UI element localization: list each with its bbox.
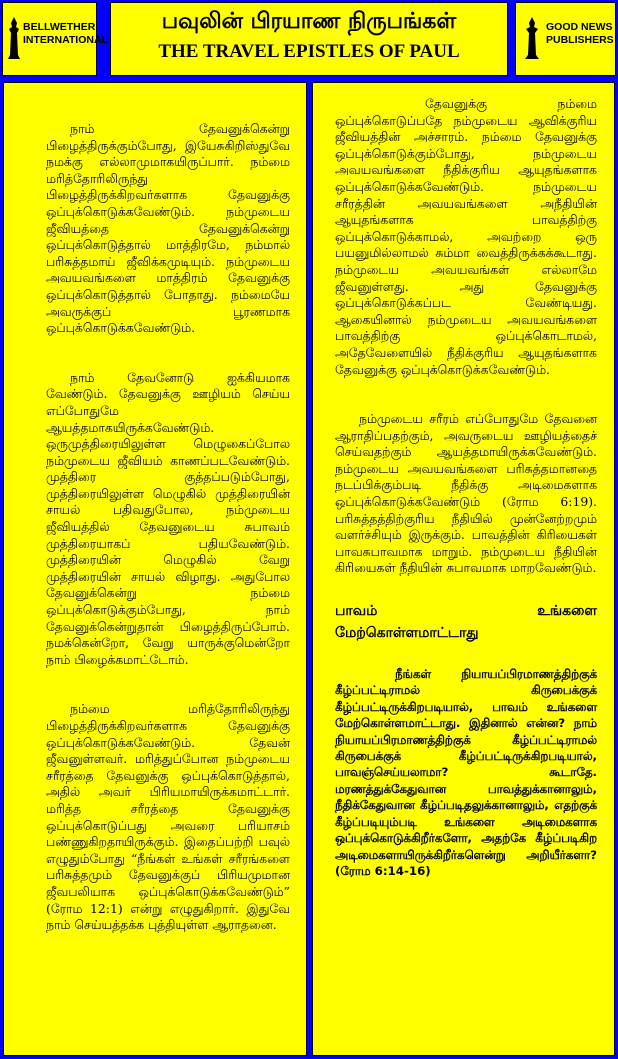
paragraph: நம்மை மரித்தோரிலிருந்து பிழைத்திருக்கிறவர்களாக தேவனுக்கு ஒப்புக்கொடுக்கவேண்டும். தேவன் ஜீவனுள்ளவர். மரித்துப்போன நம்முடைய சரீரத்தை தேவனுக்கு ஒப்புக்கொடுத்தால், அதில் அவர் பிரியமாயிருக்கமாட்டார். மரித்த சரீரத்தை தேவனுக்கு ஒப்புக்கொடுப்பது அவரை பரியாசம் பண்ணுகிறதாயிருக்கும். இதைப்பற்றி பவுல் எழுதும்போது “நீங்கள் உங்கள் சரீரங்களை பரிசுத்தமும் தேவனுக்குப் பிரியமுமான ஜீவபலியாக ஒப்புக்கொடுக்கவேண்டும்” (ரோம 12:1) என்று எழுதுகிறார். இதுவே நாம் செய்யத்தக்க புத்தியுள்ள ஆராதனை. xyxy=(46,701,290,933)
paragraph: நம்முடைய சரீரம் எப்போதுமே தேவனை ஆராதிப்பதற்கும், அவருடைய ஊழியத்தைச் செய்வதற்கும் ஆயத்தமாயிருக்கவேண்டும். நம்முடைய அவயவங்களை பரிசுத்தமானதை நடப்பிக்கும்படி நீதிக்கு அடிமைகளாக ஒப்புக்கொடுக்கவேண்டும் (ரோம 6:19). பரிசுத்தத்திற்குரிய நீதியில் முன்னேற்றமும் வளர்ச்சியும் இருக்கும். பாவத்தின் கிரியைகள் பாவசுபாவமாக மாறும். நம்முடைய நீதியின் கிரியைகள் நீதியின் சுபாவமாக மாறவேண்டும். xyxy=(335,411,597,576)
good-news-logo-text: GOOD NEWS PUBLISHERS xyxy=(546,21,614,46)
section-heading-line2: மேற்கொள்ளமாட்டாது xyxy=(335,625,479,642)
lamp-icon xyxy=(7,15,21,61)
right-column xyxy=(312,82,615,1056)
title-tamil: பவுலின் பிரயாண நிருபங்கள் xyxy=(161,9,457,34)
section-heading xyxy=(335,600,597,644)
paragraph: நாம் தேவனுக்கென்று பிழைத்திருக்கும்போது, இயேசுகிறிஸ்துவே நமக்கு எல்லாமுமாகயிருப்பார். நம்மை மரித்தோரிலிருந்து பிழைத்திருக்கிறவர்களாக தேவனுக்கு ஒப்புக்கொடுக்கவேண்டும். நம்முடைய ஜீவியத்தை தேவனுக்கென்று ஒப்புக்கொடுத்தால் மாத்திரமே, நம்மால் பரிசுத்தமாய் ஜீவிக்கமுடியும். நம்முடைய அவயவங்களை மாத்திரம் தேவனுக்கு ஒப்புக்கொடுத்தால் போதாது. நம்மையே அவருக்குப் பூரணமாக ஒப்புக்கொடுக்கவேண்டும். xyxy=(46,121,290,336)
paragraph: தேவனுக்கு நம்மை ஒப்புக்கொடுப்பதே நம்முடைய ஆவிக்குரிய ஜீவியத்தின் அச்சாரம். நம்மை தேவனுக்கு ஒப்புக்கொடுக்கும்போது, நம்முடைய அவயவங்களை நீதிக்குரிய ஆயுதங்களாக ஒப்புக்கொடுக்கவேண்டும். நம்முடைய சரீரத்தின் அவயவங்களை அநீதியின் ஆயுதங்களாக பாவத்திற்கு ஒப்புக்கொடுக்காமல், அவற்றை ஒரு பயனுமில்லாமல் சும்மா வைத்திருக்கக்கூடாது. நம்முடைய அவயவங்கள் எல்லாமே ஜீவனுள்ளது. அது தேவனுக்கு ஒப்புக்கொடுக்கப்பட வேண்டியது. ஆகையினால் நம்முடைய அவயவங்களை பாவத்திற்கு ஒப்புக்கொடாமல், அதேவேளையில் நீதிக்குரிய ஆயுதங்களாக தேவனுக்கு ஒப்புக்கொடுக்கவேண்டும். xyxy=(335,96,597,377)
title-english: THE TRAVEL EPISTLES OF PAUL xyxy=(158,41,460,62)
page-header xyxy=(0,0,618,80)
section-heading-line1: பாவம் உங்களை xyxy=(335,603,597,620)
lamp-icon xyxy=(522,15,542,61)
scripture-paragraph: நீங்கள் நியாயப்பிரமாணத்திற்குக் கீழ்ப்பட்டிராமல் கிருபைக்குக் கீழ்ப்பட்டிருக்கிறபடியால், பாவம் உங்களை மேற்கொள்ளமாட்டாது. இதினால் என்ன? நாம் நியாயப்பிரமாணத்திற்குக் கீழ்ப்பட்டிராமல் கிருபைக்குக் கீழ்ப்பட்டிருக்கிறபடியால், பாவஞ்செய்யலாமா? கூடாதே. மரணத்துக்கேதுவான பாவத்துக்கானாலும், நீதிக்கேதுவான கீழ்ப்படிதலுக்கானாலும், எதற்குக் கீழ்ப்படியும்படி உங்களை அடிமைகளாக ஒப்புக்கொடுக்கிறீர்களோ, அதற்கே கீழ்ப்படிகிற அடிமைகளாயிருக்கிறீர்களென்று அறியீர்களா? (ரோம 6:14-16) xyxy=(335,667,597,878)
paragraph: நாம் தேவனோடு ஐக்கியமாக வேண்டும். தேவனுக்கு ஊழியம் செய்ய எப்போதுமே ஆயத்தமாகயிருக்கவேண்டும். ஒருமுத்திரையிலுள்ள மெழுகைப்போல நம்முடைய ஜீவியம் காணப்படவேண்டும். முத்திரை குத்தப்படும்போது, முத்திரையிலுள்ள மெழுகில் முத்திரையின் சாயல் பதிவதுபோல, நம்முடைய ஜீவியத்தில் தேவனுடைய சுபாவம் முத்திரையாகப் பதியவேண்டும். முத்திரையின் மெழுகில் வேறு முத்திரையின் சாயல் விழாது. அதுபோல தேவனுக்கென்று நம்மை ஒப்புக்கொடுக்கும்போது, நாம் தேவனுக்கென்றுதான் பிழைத்திருப்போம். நமக்கென்றோ, வேறு யாருக்குமென்றோ நாம் பிழைக்கமாட்டோம். xyxy=(46,369,290,667)
left-column xyxy=(3,82,307,1056)
bellwether-logo xyxy=(2,2,108,76)
good-news-logo xyxy=(515,2,616,76)
bellwether-logo-text: BELLWETHER INTERNATIONAL xyxy=(23,21,108,46)
title-banner xyxy=(110,2,508,76)
